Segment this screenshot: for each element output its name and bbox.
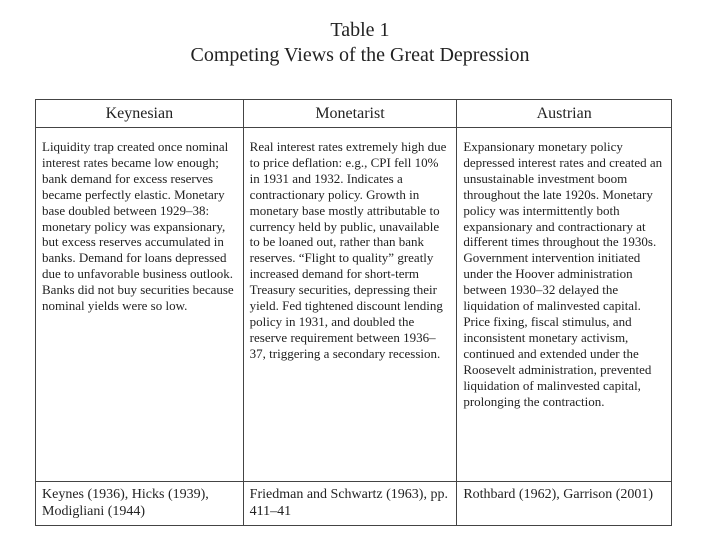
table-number: Table 1 [330, 19, 390, 41]
keynesian-sources: Keynes (1936), Hicks (1939), Modigliani (1944) [36, 482, 244, 526]
header-monetarist: Monetarist [243, 100, 457, 128]
sources-row [36, 482, 672, 526]
competing-views-table [35, 99, 672, 526]
austrian-description: Expansionary monetary policy depressed interest rates and created an unsustainable investment boom throughout the late 1920s. Monetary policy was intermittently both expansionary and contractionary at different times throughout the 1930s. Government intervention initiated under the Hoover administration between 1930–32 delayed the liquidation of malinvested capital. Price fixing, fiscal stimulus, and inconsistent monetary activism, continued and extended under the Roosevelt administration, prevented liquidation of malinvested capital, prolonging the contraction. [457, 128, 672, 482]
table-title: Competing Views of the Great Depression [190, 44, 530, 66]
description-row [36, 128, 672, 482]
monetarist-description: Real interest rates extremely high due to price deflation: e.g., CPI fell 10% in 1931 and 1932. Indicates a contractionary policy. Growth in monetary base mostly attributable to currency held by public, unavailable to be loaned out, rather than bank reserves. “Flight to quality” greatly increased demand for short-term Treasury securities, depressing their yield. Fed tightened discount lending policy in 1931, and doubled the reserve requirement between 1936–37, triggering a secondary recession. [243, 128, 457, 482]
keynesian-description: Liquidity trap created once nominal interest rates became low enough; bank demand for excess reserves became perfectly elastic. Monetary base doubled between 1929–38: monetary policy was expansionary, but excess reserves accumulated in banks. Demand for loans depressed due to unfavorable business outlook. Banks did not buy securities because nominal yields were so low. [36, 128, 244, 482]
austrian-sources: Rothbard (1962), Garrison (2001) [457, 482, 672, 526]
header-row [36, 100, 672, 128]
header-keynesian: Keynesian [36, 100, 244, 128]
header-austrian: Austrian [457, 100, 672, 128]
monetarist-sources: Friedman and Schwartz (1963), pp. 411–41 [243, 482, 457, 526]
table-title-block [0, 18, 720, 68]
